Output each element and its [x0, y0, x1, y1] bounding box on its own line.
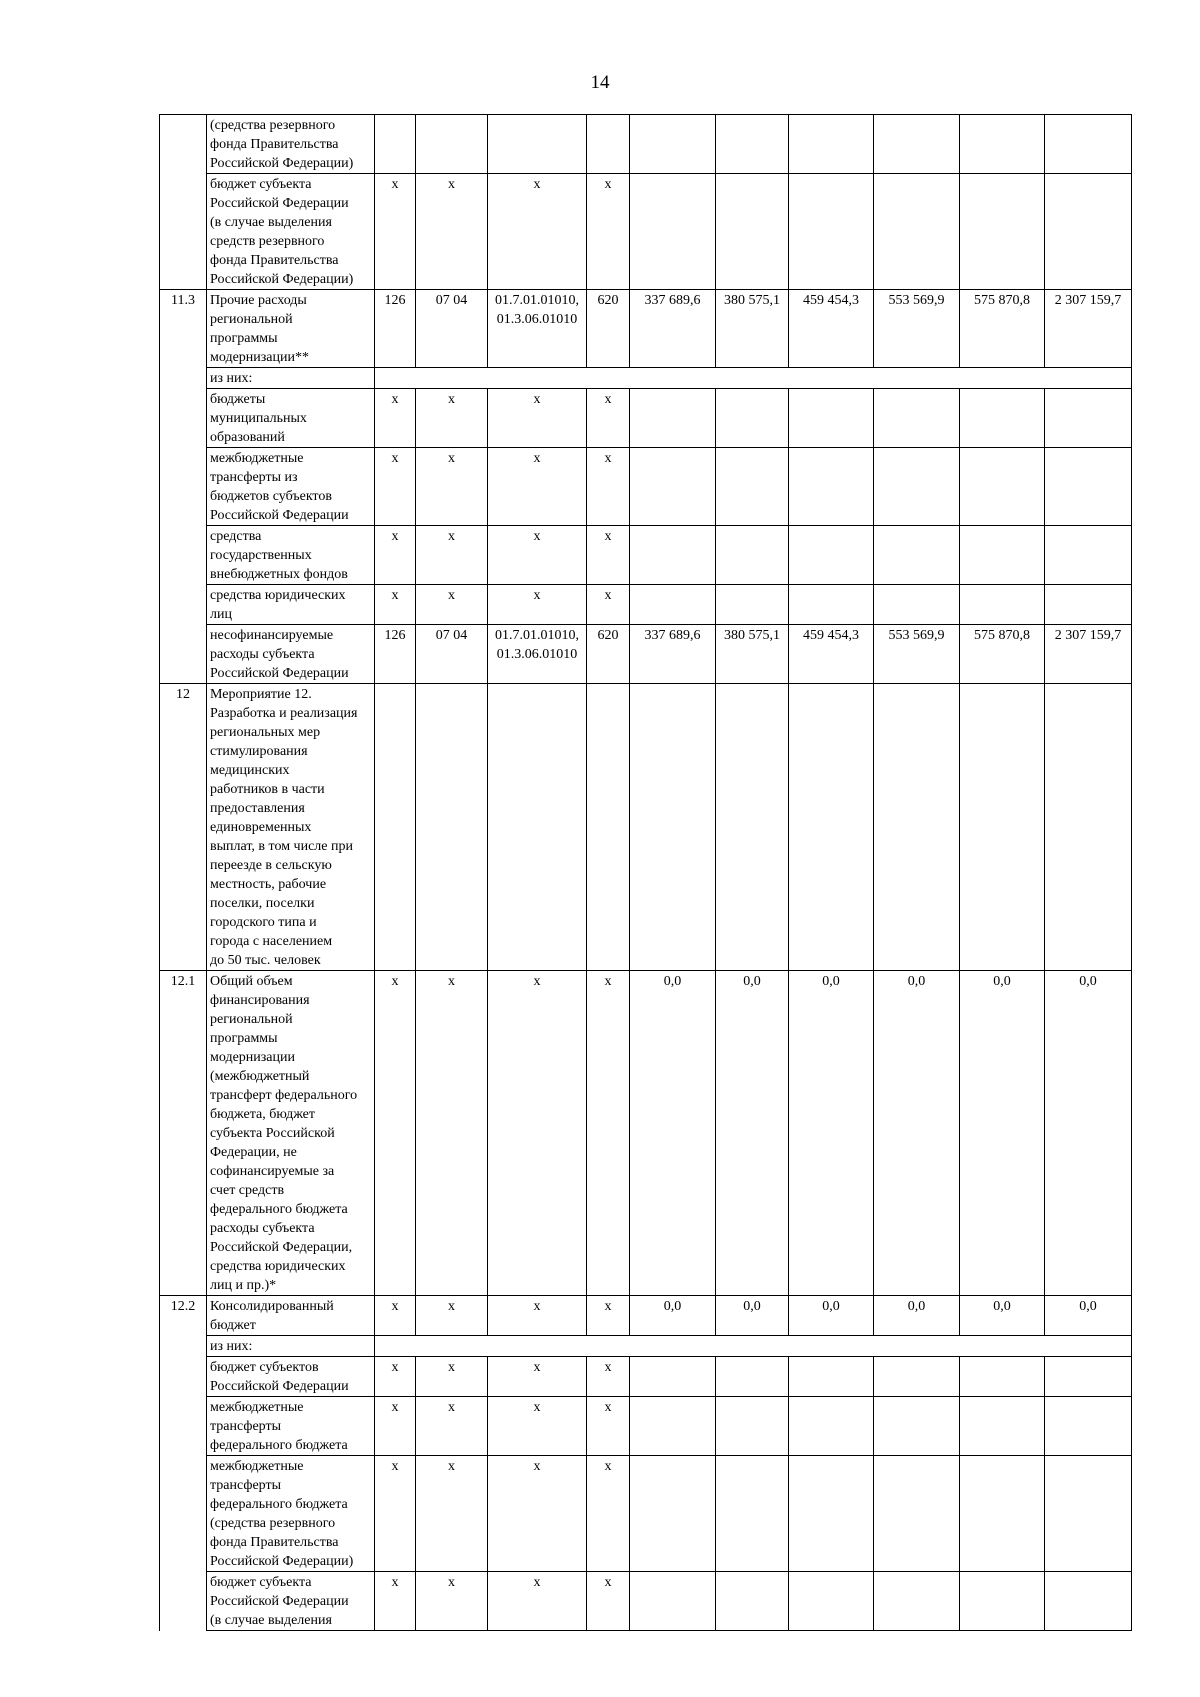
expense-type-code: x — [587, 971, 630, 1296]
table-row — [160, 526, 1132, 585]
expense-type-code: 620 — [587, 625, 630, 684]
section-code: x — [416, 448, 488, 526]
row-name — [207, 389, 375, 448]
row-number — [160, 585, 207, 625]
value-cell: 0,0 — [1045, 1296, 1132, 1336]
value-cell — [716, 684, 789, 971]
value-cell — [874, 526, 960, 585]
grbs-code: x — [375, 174, 416, 290]
value-cell: 0,0 — [716, 1296, 789, 1336]
name-line: трансферты — [210, 1478, 282, 1493]
name-line: модернизации — [210, 1050, 295, 1065]
code-line: 01.7.01.01010, — [495, 293, 579, 308]
value-cell — [874, 174, 960, 290]
table-row — [160, 174, 1132, 290]
expense-type-code: x — [587, 585, 630, 625]
name-line: (в случае выделения — [210, 1613, 332, 1628]
value-cell — [960, 115, 1045, 174]
expense-type-code: x — [587, 526, 630, 585]
code-line: x — [533, 974, 541, 989]
name-line: работников в части — [210, 782, 325, 797]
name-line: субъекта Российской — [210, 1126, 335, 1141]
name-line: расходы субъекта — [210, 1221, 315, 1236]
row-number — [160, 1456, 207, 1572]
target-article-code — [488, 448, 587, 526]
section-code: 07 04 — [416, 625, 488, 684]
name-line: счет средств — [210, 1183, 285, 1198]
name-line: средств резервного — [210, 234, 325, 249]
value-cell — [960, 1456, 1045, 1572]
value-cell — [874, 1572, 960, 1631]
value-cell: 0,0 — [874, 971, 960, 1296]
value-cell — [874, 1357, 960, 1397]
name-line: образований — [210, 430, 285, 445]
expense-type-code: x — [587, 1572, 630, 1631]
row-number — [160, 115, 207, 174]
value-cell: 553 569,9 — [874, 625, 960, 684]
table-row — [160, 1357, 1132, 1397]
row-name — [207, 1397, 375, 1456]
name-line: бюджет субъекта — [210, 1575, 312, 1590]
target-article-code — [488, 684, 587, 971]
target-article-code — [488, 115, 587, 174]
name-line: Разработка и реализация — [210, 706, 358, 721]
name-line: до 50 тыс. человек — [210, 953, 321, 968]
grbs-code: x — [375, 1357, 416, 1397]
name-line: бюджет субъектов — [210, 1360, 319, 1375]
table-row — [160, 1456, 1132, 1572]
expense-type-code: 620 — [587, 290, 630, 368]
name-line: расходы субъекта — [210, 647, 315, 662]
value-cell — [716, 1456, 789, 1572]
code-line: 01.3.06.01010 — [496, 312, 578, 327]
value-cell — [874, 684, 960, 971]
section-code: x — [416, 1397, 488, 1456]
expense-type-code: x — [587, 174, 630, 290]
value-cell — [960, 174, 1045, 290]
row-number — [160, 1572, 207, 1631]
value-cell — [874, 1456, 960, 1572]
value-cell — [630, 1357, 716, 1397]
name-line: межбюджетные — [210, 1459, 304, 1474]
code-line: x — [533, 529, 541, 544]
row-number: 12 — [160, 684, 207, 971]
table-row — [160, 625, 1132, 684]
value-cell: 0,0 — [630, 971, 716, 1296]
table-row — [160, 448, 1132, 526]
row-number — [160, 174, 207, 290]
target-article-code — [488, 585, 587, 625]
name-line: Российской Федерации — [210, 1379, 349, 1394]
value-cell: 0,0 — [874, 1296, 960, 1336]
value-cell — [1045, 684, 1132, 971]
table-row — [160, 1336, 1132, 1357]
target-article-code — [488, 1296, 587, 1336]
value-cell — [960, 684, 1045, 971]
name-line: Российской Федерации, — [210, 1240, 353, 1255]
value-cell — [960, 1397, 1045, 1456]
value-cell — [1045, 1357, 1132, 1397]
name-line: (средства резервного — [210, 1516, 336, 1531]
name-line: федерального бюджета — [210, 1438, 348, 1453]
code-line: 01.7.01.01010, — [495, 628, 579, 643]
target-article-code — [488, 1357, 587, 1397]
value-cell — [1045, 1456, 1132, 1572]
expense-type-code: x — [587, 1357, 630, 1397]
grbs-code: x — [375, 1456, 416, 1572]
name-line: выплат, в том числе при — [210, 839, 353, 854]
row-name — [207, 971, 375, 1296]
code-line: x — [533, 1360, 541, 1375]
row-number — [160, 625, 207, 684]
target-article-code — [488, 290, 587, 368]
value-cell — [1045, 174, 1132, 290]
name-line: фонда Правительства — [210, 1535, 339, 1550]
value-cell — [716, 1572, 789, 1631]
row-number — [160, 368, 207, 389]
row-number: 12.1 — [160, 971, 207, 1296]
value-cell — [789, 526, 874, 585]
value-cell: 0,0 — [789, 971, 874, 1296]
code-line: x — [533, 451, 541, 466]
value-cell — [874, 389, 960, 448]
code-line: x — [533, 1459, 541, 1474]
row-name — [207, 290, 375, 368]
value-cell: 459 454,3 — [789, 290, 874, 368]
value-cell: 380 575,1 — [716, 290, 789, 368]
name-line: региональной — [210, 1012, 293, 1027]
value-cell — [716, 1357, 789, 1397]
budget-table — [159, 114, 1132, 1631]
grbs-code: x — [375, 526, 416, 585]
table-row — [160, 684, 1132, 971]
value-cell — [960, 585, 1045, 625]
grbs-code: 126 — [375, 625, 416, 684]
name-line: несофинансируемые — [210, 628, 334, 643]
table-row — [160, 971, 1132, 1296]
value-cell — [960, 526, 1045, 585]
name-line: единовременных — [210, 820, 312, 835]
name-line: Федерации, не — [210, 1145, 297, 1160]
name-line: Консолидированный — [210, 1299, 334, 1314]
value-cell — [874, 448, 960, 526]
section-code — [416, 115, 488, 174]
value-cell — [789, 585, 874, 625]
grbs-code: x — [375, 585, 416, 625]
name-line: поселки, поселки — [210, 896, 315, 911]
value-cell — [630, 448, 716, 526]
grbs-code: x — [375, 448, 416, 526]
section-code: x — [416, 971, 488, 1296]
name-line: софинансируемые за — [210, 1164, 335, 1179]
value-cell — [1045, 1572, 1132, 1631]
row-number: 11.3 — [160, 290, 207, 368]
name-line: бюджет — [210, 1318, 256, 1333]
name-line: Российской Федерации) — [210, 1554, 354, 1569]
name-line: внебюджетных фондов — [210, 567, 348, 582]
grbs-code: 126 — [375, 290, 416, 368]
name-line: бюджеты — [210, 392, 266, 407]
value-cell — [630, 585, 716, 625]
value-cell: 0,0 — [960, 1296, 1045, 1336]
target-article-code — [488, 526, 587, 585]
value-cell: 0,0 — [716, 971, 789, 1296]
row-number: 12.2 — [160, 1296, 207, 1336]
row-name — [207, 1296, 375, 1336]
section-code: x — [416, 526, 488, 585]
name-line: Мероприятие 12. — [210, 687, 312, 702]
value-cell — [874, 115, 960, 174]
value-cell — [789, 115, 874, 174]
name-line: Российской Федерации — [210, 1594, 349, 1609]
row-name — [207, 526, 375, 585]
section-code: x — [416, 174, 488, 290]
grbs-code: x — [375, 389, 416, 448]
table-row — [160, 1572, 1132, 1631]
target-article-code — [488, 625, 587, 684]
value-cell — [1045, 389, 1132, 448]
expense-type-code — [587, 115, 630, 174]
code-line: x — [533, 1400, 541, 1415]
section-code — [416, 684, 488, 971]
row-number — [160, 389, 207, 448]
value-cell — [716, 448, 789, 526]
name-line: Прочие расходы — [210, 293, 307, 308]
value-cell — [789, 1397, 874, 1456]
name-line: местность, рабочие — [210, 877, 327, 892]
value-cell — [789, 389, 874, 448]
row-name — [207, 684, 375, 971]
value-cell — [1045, 115, 1132, 174]
name-line: государственных — [210, 548, 312, 563]
name-line: трансферты — [210, 1419, 282, 1434]
value-cell — [1045, 585, 1132, 625]
value-cell — [630, 1397, 716, 1456]
row-number — [160, 1336, 207, 1357]
target-article-code — [488, 174, 587, 290]
page-number: 14 — [590, 72, 610, 93]
value-cell — [874, 585, 960, 625]
value-cell: 2 307 159,7 — [1045, 290, 1132, 368]
value-cell — [960, 389, 1045, 448]
expense-type-code: x — [587, 389, 630, 448]
value-cell — [1045, 1397, 1132, 1456]
section-code: 07 04 — [416, 290, 488, 368]
value-cell — [960, 1572, 1045, 1631]
name-line: региональных мер — [210, 725, 321, 740]
name-line: средства юридических — [210, 588, 346, 603]
table-row — [160, 115, 1132, 174]
spanned-cell — [375, 1336, 1132, 1357]
value-cell — [630, 115, 716, 174]
row-name — [207, 625, 375, 684]
value-cell — [716, 526, 789, 585]
expense-type-code: x — [587, 1456, 630, 1572]
name-line: бюджета, бюджет — [210, 1107, 316, 1122]
table-row — [160, 389, 1132, 448]
value-cell — [789, 684, 874, 971]
name-line: трансферт федерального — [210, 1088, 358, 1103]
value-cell: 0,0 — [630, 1296, 716, 1336]
value-cell — [960, 448, 1045, 526]
name-line: из них: — [210, 371, 253, 386]
target-article-code — [488, 1572, 587, 1631]
section-code: x — [416, 1456, 488, 1572]
value-cell — [789, 1456, 874, 1572]
value-cell — [630, 526, 716, 585]
code-line: x — [533, 1575, 541, 1590]
name-line: Российской Федерации — [210, 508, 349, 523]
value-cell — [789, 448, 874, 526]
value-cell — [716, 585, 789, 625]
name-line: медицинских — [210, 763, 290, 778]
grbs-code — [375, 115, 416, 174]
name-line: Российской Федерации — [210, 196, 349, 211]
value-cell: 575 870,8 — [960, 625, 1045, 684]
value-cell: 0,0 — [1045, 971, 1132, 1296]
row-number — [160, 526, 207, 585]
value-cell — [716, 174, 789, 290]
name-line: региональной — [210, 312, 293, 327]
section-code: x — [416, 389, 488, 448]
name-line: программы — [210, 1031, 278, 1046]
target-article-code — [488, 1397, 587, 1456]
value-cell — [630, 684, 716, 971]
table-row — [160, 290, 1132, 368]
name-line: финансирования — [210, 993, 310, 1008]
row-name — [207, 368, 375, 389]
row-name — [207, 448, 375, 526]
row-name — [207, 1456, 375, 1572]
expense-type-code: x — [587, 1296, 630, 1336]
row-name — [207, 174, 375, 290]
name-line: средства — [210, 529, 262, 544]
row-number — [160, 1357, 207, 1397]
table-row — [160, 585, 1132, 625]
value-cell: 0,0 — [960, 971, 1045, 1296]
name-line: (средства резервного — [210, 118, 336, 133]
row-number — [160, 448, 207, 526]
name-line: трансферты из — [210, 470, 298, 485]
row-name — [207, 1572, 375, 1631]
table-row — [160, 1397, 1132, 1456]
table-row — [160, 1296, 1132, 1336]
value-cell — [1045, 448, 1132, 526]
name-line: Общий объем — [210, 974, 293, 989]
expense-type-code: x — [587, 448, 630, 526]
row-name — [207, 1357, 375, 1397]
value-cell — [960, 1357, 1045, 1397]
target-article-code — [488, 1456, 587, 1572]
expense-type-code: x — [587, 1397, 630, 1456]
value-cell — [630, 1572, 716, 1631]
grbs-code — [375, 684, 416, 971]
code-line: x — [533, 177, 541, 192]
value-cell: 553 569,9 — [874, 290, 960, 368]
value-cell: 459 454,3 — [789, 625, 874, 684]
name-line: федерального бюджета — [210, 1497, 348, 1512]
name-line: лиц — [210, 607, 232, 622]
value-cell — [789, 174, 874, 290]
spanned-cell — [375, 368, 1132, 389]
table-row — [160, 368, 1132, 389]
name-line: модернизации** — [210, 350, 309, 365]
section-code: x — [416, 585, 488, 625]
name-line: из них: — [210, 1339, 253, 1354]
name-line: средства юридических — [210, 1259, 346, 1274]
name-line: бюджет субъекта — [210, 177, 312, 192]
section-code: x — [416, 1296, 488, 1336]
grbs-code: x — [375, 1572, 416, 1631]
name-line: межбюджетные — [210, 451, 304, 466]
name-line: Российской Федерации — [210, 666, 349, 681]
name-line: стимулирования — [210, 744, 308, 759]
target-article-code — [488, 389, 587, 448]
target-article-code — [488, 971, 587, 1296]
name-line: города с населением — [210, 934, 333, 949]
name-line: Российской Федерации) — [210, 156, 354, 171]
value-cell: 0,0 — [789, 1296, 874, 1336]
name-line: фонда Правительства — [210, 253, 339, 268]
name-line: предоставления — [210, 801, 305, 816]
name-line: фонда Правительства — [210, 137, 339, 152]
name-line: бюджетов субъектов — [210, 489, 332, 504]
value-cell — [716, 1397, 789, 1456]
name-line: федерального бюджета — [210, 1202, 348, 1217]
name-line: программы — [210, 331, 278, 346]
grbs-code: x — [375, 1397, 416, 1456]
name-line: лиц и пр.)* — [210, 1278, 277, 1293]
name-line: переезде в сельскую — [210, 858, 332, 873]
code-line: 01.3.06.01010 — [496, 647, 578, 662]
value-cell: 380 575,1 — [716, 625, 789, 684]
section-code: x — [416, 1357, 488, 1397]
value-cell: 2 307 159,7 — [1045, 625, 1132, 684]
row-number — [160, 1397, 207, 1456]
value-cell — [1045, 526, 1132, 585]
value-cell — [630, 1456, 716, 1572]
name-line: межбюджетные — [210, 1400, 304, 1415]
code-line: x — [533, 392, 541, 407]
name-line: (в случае выделения — [210, 215, 332, 230]
row-name — [207, 585, 375, 625]
row-name — [207, 115, 375, 174]
value-cell: 337 689,6 — [630, 625, 716, 684]
name-line: городского типа и — [210, 915, 317, 930]
value-cell — [789, 1572, 874, 1631]
value-cell: 575 870,8 — [960, 290, 1045, 368]
value-cell — [789, 1357, 874, 1397]
expense-type-code — [587, 684, 630, 971]
grbs-code: x — [375, 971, 416, 1296]
name-line: (межбюджетный — [210, 1069, 310, 1084]
value-cell — [630, 389, 716, 448]
value-cell — [630, 174, 716, 290]
grbs-code: x — [375, 1296, 416, 1336]
value-cell — [716, 389, 789, 448]
code-line: x — [533, 588, 541, 603]
row-name — [207, 1336, 375, 1357]
name-line: Российской Федерации) — [210, 272, 354, 287]
value-cell — [716, 115, 789, 174]
section-code: x — [416, 1572, 488, 1631]
value-cell — [874, 1397, 960, 1456]
code-line: x — [533, 1299, 541, 1314]
value-cell: 337 689,6 — [630, 290, 716, 368]
name-line: муниципальных — [210, 411, 307, 426]
